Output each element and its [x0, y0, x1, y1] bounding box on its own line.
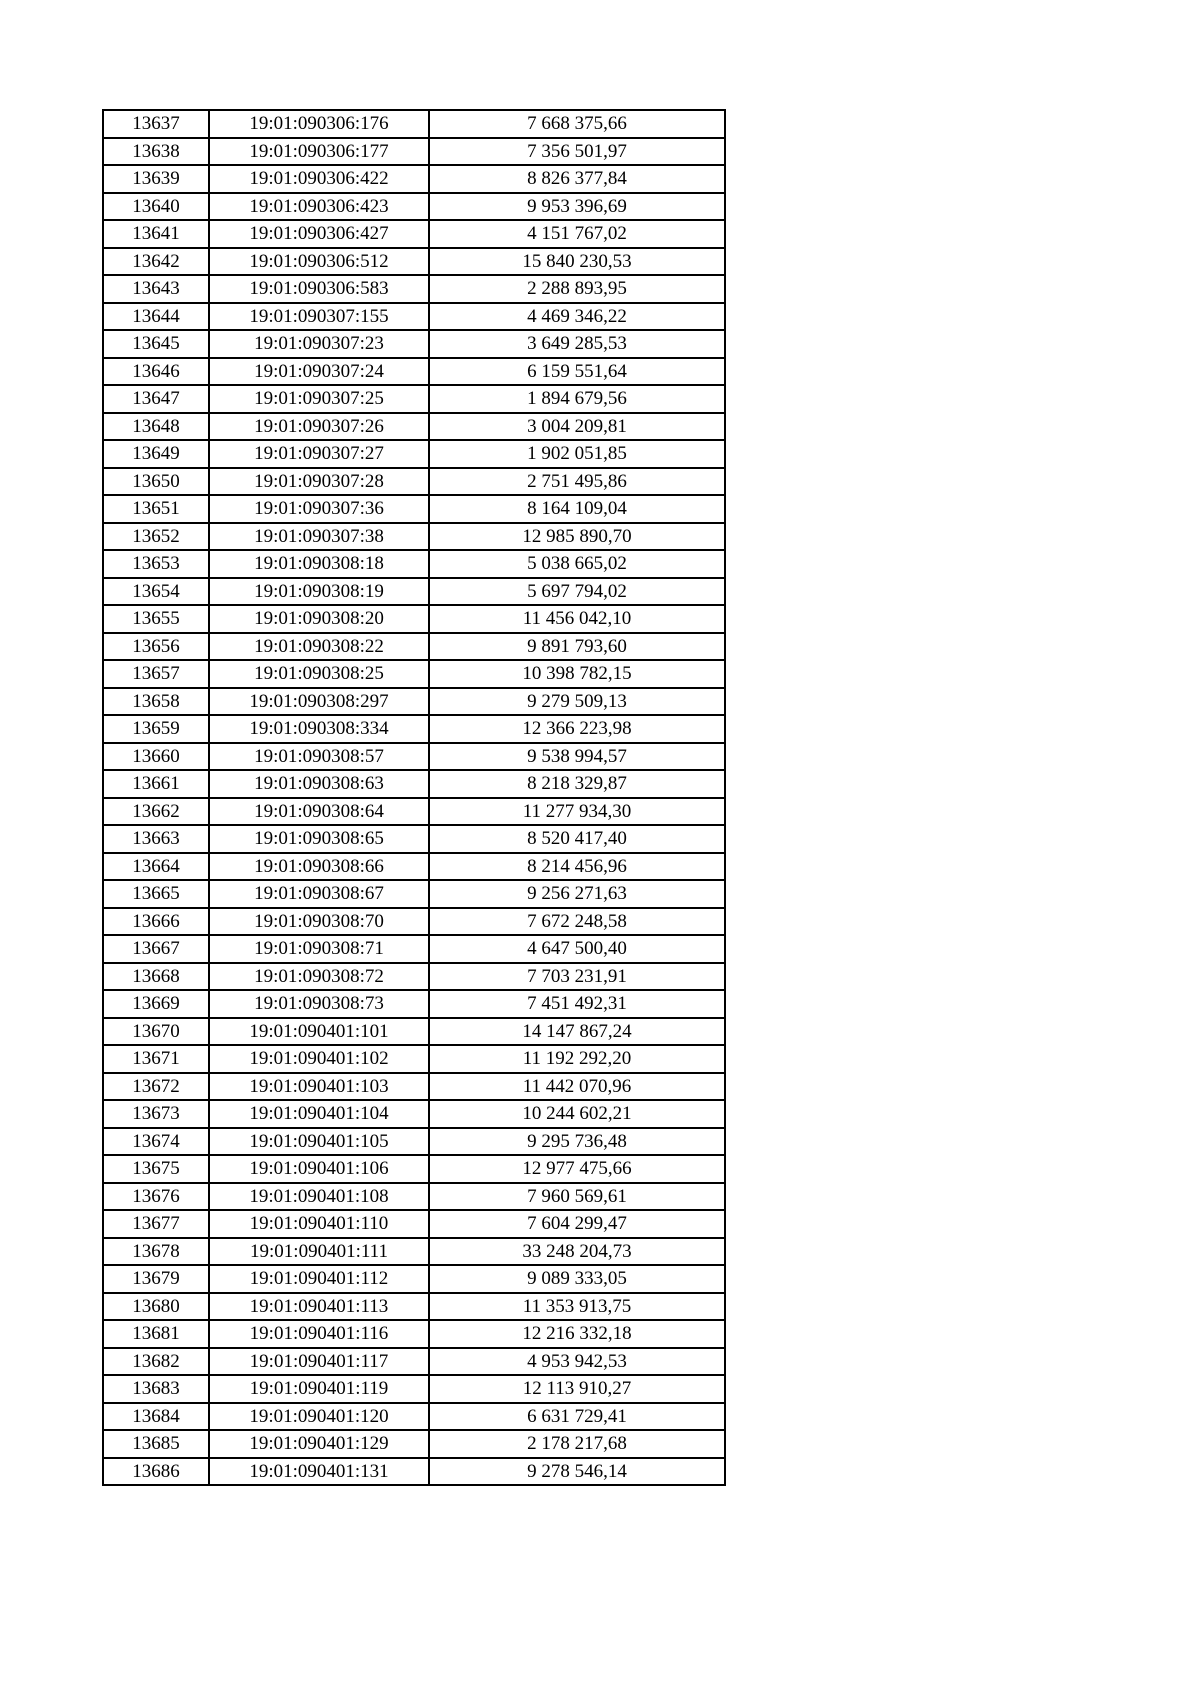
cadastral-number-cell: 19:01:090307:26: [209, 413, 429, 441]
table-row: [103, 1210, 725, 1238]
cadastral-number-cell: 19:01:090306:177: [209, 138, 429, 166]
cadastral-value-cell: 9 891 793,60: [429, 633, 725, 661]
cadastral-value-cell: 10 244 602,21: [429, 1100, 725, 1128]
table-row: [103, 963, 725, 991]
row-number-cell: 13639: [103, 165, 209, 193]
table-row: [103, 1128, 725, 1156]
cadastral-value-cell: 3 649 285,53: [429, 330, 725, 358]
table-row: [103, 990, 725, 1018]
row-number-cell: 13649: [103, 440, 209, 468]
cadastral-number-cell: 19:01:090306:427: [209, 220, 429, 248]
row-number-cell: 13650: [103, 468, 209, 496]
cadastral-number-cell: 19:01:090401:111: [209, 1238, 429, 1266]
table-row: [103, 1238, 725, 1266]
cadastral-number-cell: 19:01:090401:108: [209, 1183, 429, 1211]
cadastral-number-cell: 19:01:090401:131: [209, 1458, 429, 1486]
cadastral-value-cell: 8 826 377,84: [429, 165, 725, 193]
cadastral-value-cell: 5 697 794,02: [429, 578, 725, 606]
row-number-cell: 13683: [103, 1375, 209, 1403]
table-row: [103, 413, 725, 441]
cadastral-number-cell: 19:01:090308:20: [209, 605, 429, 633]
row-number-cell: 13684: [103, 1403, 209, 1431]
cadastral-value-cell: 7 451 492,31: [429, 990, 725, 1018]
row-number-cell: 13654: [103, 578, 209, 606]
row-number-cell: 13680: [103, 1293, 209, 1321]
row-number-cell: 13652: [103, 523, 209, 551]
table-row: [103, 1100, 725, 1128]
cadastral-number-cell: 19:01:090308:71: [209, 935, 429, 963]
cadastral-value-cell: 11 192 292,20: [429, 1045, 725, 1073]
cadastral-value-cell: 12 113 910,27: [429, 1375, 725, 1403]
table-row: [103, 358, 725, 386]
cadastral-value-cell: 11 442 070,96: [429, 1073, 725, 1101]
row-number-cell: 13674: [103, 1128, 209, 1156]
row-number-cell: 13666: [103, 908, 209, 936]
row-number-cell: 13655: [103, 605, 209, 633]
cadastral-value-cell: 3 004 209,81: [429, 413, 725, 441]
cadastral-number-cell: 19:01:090308:64: [209, 798, 429, 826]
cadastral-number-cell: 19:01:090307:24: [209, 358, 429, 386]
cadastral-value-cell: 9 089 333,05: [429, 1265, 725, 1293]
cadastral-value-cell: 9 538 994,57: [429, 743, 725, 771]
table-row: [103, 1293, 725, 1321]
table-row: [103, 165, 725, 193]
table-row: [103, 1265, 725, 1293]
row-number-cell: 13682: [103, 1348, 209, 1376]
cadastral-number-cell: 19:01:090306:176: [209, 110, 429, 138]
cadastral-number-cell: 19:01:090308:334: [209, 715, 429, 743]
row-number-cell: 13678: [103, 1238, 209, 1266]
table-row: [103, 633, 725, 661]
row-number-cell: 13675: [103, 1155, 209, 1183]
table-row: [103, 440, 725, 468]
cadastral-number-cell: 19:01:090307:155: [209, 303, 429, 331]
cadastral-value-cell: 1 894 679,56: [429, 385, 725, 413]
cadastral-number-cell: 19:01:090401:101: [209, 1018, 429, 1046]
row-number-cell: 13640: [103, 193, 209, 221]
row-number-cell: 13665: [103, 880, 209, 908]
table-row: [103, 495, 725, 523]
cadastral-value-cell: 8 164 109,04: [429, 495, 725, 523]
table-row: [103, 303, 725, 331]
row-number-cell: 13651: [103, 495, 209, 523]
cadastral-number-cell: 19:01:090307:27: [209, 440, 429, 468]
cadastral-number-cell: 19:01:090401:105: [209, 1128, 429, 1156]
cadastral-value-cell: 15 840 230,53: [429, 248, 725, 276]
cadastral-number-cell: 19:01:090308:73: [209, 990, 429, 1018]
cadastral-number-cell: 19:01:090401:119: [209, 1375, 429, 1403]
cadastral-number-cell: 19:01:090401:106: [209, 1155, 429, 1183]
row-number-cell: 13637: [103, 110, 209, 138]
cadastral-number-cell: 19:01:090308:297: [209, 688, 429, 716]
cadastral-value-cell: 7 604 299,47: [429, 1210, 725, 1238]
table-row: [103, 743, 725, 771]
cadastral-number-cell: 19:01:090308:72: [209, 963, 429, 991]
table-row: [103, 523, 725, 551]
row-number-cell: 13686: [103, 1458, 209, 1486]
table-row: [103, 853, 725, 881]
cadastral-value-cell: 9 256 271,63: [429, 880, 725, 908]
row-number-cell: 13668: [103, 963, 209, 991]
row-number-cell: 13660: [103, 743, 209, 771]
row-number-cell: 13667: [103, 935, 209, 963]
row-number-cell: 13653: [103, 550, 209, 578]
cadastral-number-cell: 19:01:090308:25: [209, 660, 429, 688]
row-number-cell: 13677: [103, 1210, 209, 1238]
cadastral-number-cell: 19:01:090308:18: [209, 550, 429, 578]
row-number-cell: 13658: [103, 688, 209, 716]
cadastral-number-cell: 19:01:090308:22: [209, 633, 429, 661]
cadastral-value-cell: 14 147 867,24: [429, 1018, 725, 1046]
cadastral-number-cell: 19:01:090401:129: [209, 1430, 429, 1458]
row-number-cell: 13679: [103, 1265, 209, 1293]
row-number-cell: 13644: [103, 303, 209, 331]
table-row: [103, 880, 725, 908]
cadastral-value-cell: 11 353 913,75: [429, 1293, 725, 1321]
table-row: [103, 1018, 725, 1046]
row-number-cell: 13681: [103, 1320, 209, 1348]
cadastral-number-cell: 19:01:090308:67: [209, 880, 429, 908]
cadastral-number-cell: 19:01:090306:583: [209, 275, 429, 303]
cadastral-value-cell: 12 977 475,66: [429, 1155, 725, 1183]
cadastral-value-cell: 8 214 456,96: [429, 853, 725, 881]
row-number-cell: 13671: [103, 1045, 209, 1073]
cadastral-number-cell: 19:01:090306:512: [209, 248, 429, 276]
cadastral-value-cell: 9 953 396,69: [429, 193, 725, 221]
table-row: [103, 220, 725, 248]
cadastral-value-cell: 8 218 329,87: [429, 770, 725, 798]
table-row: [103, 688, 725, 716]
cadastral-value-cell: 4 469 346,22: [429, 303, 725, 331]
cadastral-value-cell: 6 159 551,64: [429, 358, 725, 386]
cadastral-value-cell: 7 668 375,66: [429, 110, 725, 138]
cadastral-number-cell: 19:01:090307:23: [209, 330, 429, 358]
cadastral-value-cell: 12 366 223,98: [429, 715, 725, 743]
table-row: [103, 1320, 725, 1348]
cadastral-value-cell: 2 751 495,86: [429, 468, 725, 496]
row-number-cell: 13662: [103, 798, 209, 826]
cadastral-value-cell: 2 178 217,68: [429, 1430, 725, 1458]
cadastral-number-cell: 19:01:090306:422: [209, 165, 429, 193]
row-number-cell: 13641: [103, 220, 209, 248]
row-number-cell: 13648: [103, 413, 209, 441]
table-row: [103, 770, 725, 798]
table-row: [103, 798, 725, 826]
table-row: [103, 825, 725, 853]
row-number-cell: 13656: [103, 633, 209, 661]
cadastral-value-cell: 11 456 042,10: [429, 605, 725, 633]
cadastral-value-cell: 10 398 782,15: [429, 660, 725, 688]
cadastral-number-cell: 19:01:090307:36: [209, 495, 429, 523]
cadastral-value-cell: 9 295 736,48: [429, 1128, 725, 1156]
table-row: [103, 1458, 725, 1486]
cadastral-value-cell: 6 631 729,41: [429, 1403, 725, 1431]
row-number-cell: 13661: [103, 770, 209, 798]
cadastral-number-cell: 19:01:090401:102: [209, 1045, 429, 1073]
cadastral-value-cell: 8 520 417,40: [429, 825, 725, 853]
cadastral-value-cell: 11 277 934,30: [429, 798, 725, 826]
cadastral-number-cell: 19:01:090401:120: [209, 1403, 429, 1431]
row-number-cell: 13646: [103, 358, 209, 386]
cadastral-number-cell: 19:01:090306:423: [209, 193, 429, 221]
table-row: [103, 385, 725, 413]
row-number-cell: 13685: [103, 1430, 209, 1458]
row-number-cell: 13657: [103, 660, 209, 688]
cadastral-value-cell: 4 953 942,53: [429, 1348, 725, 1376]
cadastral-number-cell: 19:01:090307:38: [209, 523, 429, 551]
row-number-cell: 13659: [103, 715, 209, 743]
row-number-cell: 13642: [103, 248, 209, 276]
table-row: [103, 1073, 725, 1101]
cadastral-number-cell: 19:01:090401:110: [209, 1210, 429, 1238]
cadastral-number-cell: 19:01:090401:104: [209, 1100, 429, 1128]
cadastral-number-cell: 19:01:090308:70: [209, 908, 429, 936]
table-row: [103, 1183, 725, 1211]
cadastral-number-cell: 19:01:090308:63: [209, 770, 429, 798]
cadastral-number-cell: 19:01:090401:117: [209, 1348, 429, 1376]
table-row: [103, 1403, 725, 1431]
row-number-cell: 13647: [103, 385, 209, 413]
cadastral-number-cell: 19:01:090307:28: [209, 468, 429, 496]
table-body: [103, 110, 725, 1485]
cadastral-number-cell: 19:01:090308:65: [209, 825, 429, 853]
cadastral-value-cell: 2 288 893,95: [429, 275, 725, 303]
row-number-cell: 13663: [103, 825, 209, 853]
cadastral-value-cell: 7 960 569,61: [429, 1183, 725, 1211]
table-row: [103, 1430, 725, 1458]
cadastral-number-cell: 19:01:090308:19: [209, 578, 429, 606]
table-row: [103, 275, 725, 303]
cadastral-value-cell: 4 647 500,40: [429, 935, 725, 963]
table-row: [103, 935, 725, 963]
table-row: [103, 193, 725, 221]
cadastral-number-cell: 19:01:090401:113: [209, 1293, 429, 1321]
row-number-cell: 13670: [103, 1018, 209, 1046]
row-number-cell: 13638: [103, 138, 209, 166]
cadastral-number-cell: 19:01:090307:25: [209, 385, 429, 413]
table-row: [103, 1375, 725, 1403]
table-row: [103, 1045, 725, 1073]
cadastral-number-cell: 19:01:090308:66: [209, 853, 429, 881]
cadastral-value-cell: 7 672 248,58: [429, 908, 725, 936]
table-row: [103, 605, 725, 633]
row-number-cell: 13643: [103, 275, 209, 303]
cadastral-number-cell: 19:01:090308:57: [209, 743, 429, 771]
row-number-cell: 13672: [103, 1073, 209, 1101]
cadastral-value-cell: 12 985 890,70: [429, 523, 725, 551]
table-row: [103, 138, 725, 166]
cadastral-value-cell: 7 356 501,97: [429, 138, 725, 166]
table-row: [103, 110, 725, 138]
table-row: [103, 578, 725, 606]
table-row: [103, 908, 725, 936]
table-row: [103, 1348, 725, 1376]
table-row: [103, 1155, 725, 1183]
cadastral-value-cell: 5 038 665,02: [429, 550, 725, 578]
cadastral-value-cell: 9 278 546,14: [429, 1458, 725, 1486]
table-row: [103, 330, 725, 358]
cadastral-number-cell: 19:01:090401:112: [209, 1265, 429, 1293]
row-number-cell: 13676: [103, 1183, 209, 1211]
cadastral-value-cell: 33 248 204,73: [429, 1238, 725, 1266]
cadastral-value-cell: 9 279 509,13: [429, 688, 725, 716]
table-row: [103, 660, 725, 688]
row-number-cell: 13669: [103, 990, 209, 1018]
cadastral-number-cell: 19:01:090401:103: [209, 1073, 429, 1101]
cadastral-value-cell: 4 151 767,02: [429, 220, 725, 248]
table-row: [103, 550, 725, 578]
cadastral-value-table: [102, 109, 726, 1486]
table-row: [103, 248, 725, 276]
row-number-cell: 13645: [103, 330, 209, 358]
cadastral-value-cell: 7 703 231,91: [429, 963, 725, 991]
cadastral-value-cell: 12 216 332,18: [429, 1320, 725, 1348]
table-row: [103, 715, 725, 743]
table-row: [103, 468, 725, 496]
cadastral-value-cell: 1 902 051,85: [429, 440, 725, 468]
row-number-cell: 13664: [103, 853, 209, 881]
row-number-cell: 13673: [103, 1100, 209, 1128]
cadastral-number-cell: 19:01:090401:116: [209, 1320, 429, 1348]
